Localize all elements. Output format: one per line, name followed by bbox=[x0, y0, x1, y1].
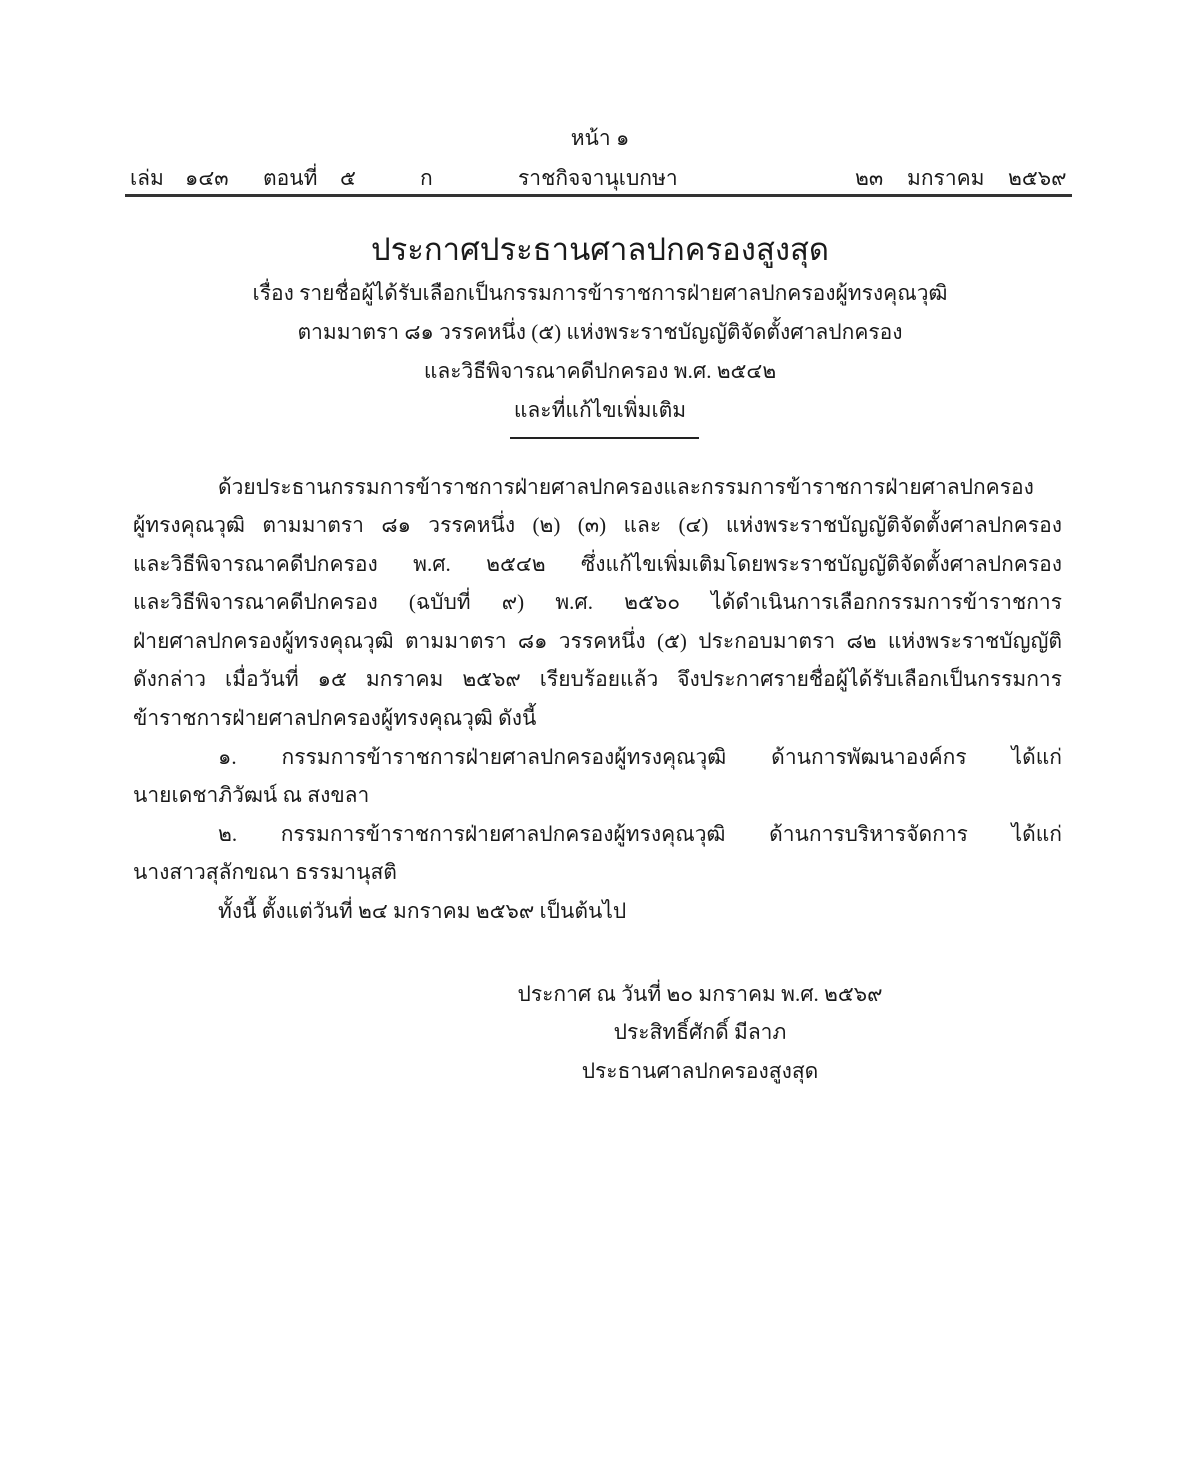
effective-date: ทั้งนี้ ตั้งแต่วันที่ ๒๔ มกราคม ๒๕๖๙ เป็นต้นไป bbox=[218, 899, 627, 923]
date-year: ๒๕๖๙ bbox=[1008, 166, 1067, 190]
subject-line: และวิธีพิจารณาคดีปกครอง พ.ศ. ๒๕๔๒ bbox=[423, 359, 777, 383]
page-number: หน้า ๑ bbox=[570, 126, 630, 150]
signatory-name: ประสิทธิ์ศักดิ์ มีลาภ bbox=[613, 1020, 787, 1044]
appointee-item-2: ๒. กรรมการข้าราชการฝ่ายศาลปกครองผู้ทรงคุณวุฒิ ด้านการบริหารจัดการ ได้แก่ bbox=[218, 822, 1062, 846]
body-line: และวิธีพิจารณาคดีปกครอง พ.ศ. ๒๕๔๒ ซึ่งแก้ไขเพิ่มเติมโดยพระราชบัญญัติจัดตั้งศาลปกครอง bbox=[133, 552, 1062, 576]
issue-label: ตอนที่ bbox=[263, 166, 318, 190]
signatory-position: ประธานศาลปกครองสูงสุด bbox=[581, 1059, 819, 1083]
body-line: ผู้ทรงคุณวุฒิ ตามมาตรา ๘๑ วรรคหนึ่ง (๒) (๓) และ (๔) แห่งพระราชบัญญัติจัดตั้งศาลปกครอง bbox=[133, 513, 1062, 537]
date-month: มกราคม bbox=[907, 166, 985, 190]
volume-label: เล่ม bbox=[130, 166, 164, 190]
body-line: ฝ่ายศาลปกครองผู้ทรงคุณวุฒิ ตามมาตรา ๘๑ วรรคหนึ่ง (๕) ประกอบมาตรา ๘๒ แห่งพระราชบัญญัติ bbox=[133, 629, 1062, 653]
body-line: ข้าราชการฝ่ายศาลปกครองผู้ทรงคุณวุฒิ ดังนี้ bbox=[133, 706, 537, 730]
subject-line: เรื่อง รายชื่อผู้ได้รับเลือกเป็นกรรมการข้าราชการฝ่ายศาลปกครองผู้ทรงคุณวุฒิ bbox=[252, 281, 948, 305]
issue-number: ๕ bbox=[340, 166, 356, 190]
header-rule bbox=[125, 194, 1072, 197]
volume-number: ๑๔๓ bbox=[185, 166, 229, 190]
document-title: ประกาศประธานศาลปกครองสูงสุด bbox=[370, 232, 830, 267]
body-line: ดังกล่าว เมื่อวันที่ ๑๕ มกราคม ๒๕๖๙ เรียบร้อยแล้ว จึงประกาศรายชื่อผู้ได้รับเลือกเป็นกรรมการ bbox=[133, 667, 1062, 691]
body-line: ด้วยประธานกรรมการข้าราชการฝ่ายศาลปกครองและกรรมการข้าราชการฝ่ายศาลปกครอง bbox=[218, 475, 1034, 499]
subject-line: และที่แก้ไขเพิ่มเติม bbox=[513, 398, 687, 422]
announcement-date: ประกาศ ณ วันที่ ๒๐ มกราคม พ.ศ. ๒๕๖๙ bbox=[517, 982, 883, 1006]
publication-name: ราชกิจจานุเบกษา bbox=[518, 166, 678, 190]
date-day: ๒๓ bbox=[855, 166, 884, 190]
appointee-name-2: นางสาวสุลักขณา ธรรมานุสติ bbox=[133, 860, 397, 884]
gazette-header bbox=[130, 162, 1070, 192]
appointee-name-1: นายเดชาภิวัฒน์ ณ สงขลา bbox=[133, 783, 370, 807]
subject-line: ตามมาตรา ๘๑ วรรคหนึ่ง (๕) แห่งพระราชบัญญัติจัดตั้งศาลปกครอง bbox=[297, 320, 903, 344]
body-line: และวิธีพิจารณาคดีปกครอง (ฉบับที่ ๙) พ.ศ. ๒๕๖๐ ได้ดำเนินการเลือกกรรมการข้าราชการ bbox=[133, 590, 1062, 614]
section-letter: ก bbox=[420, 166, 433, 190]
title-divider bbox=[510, 437, 699, 439]
appointee-item-1: ๑. กรรมการข้าราชการฝ่ายศาลปกครองผู้ทรงคุณวุฒิ ด้านการพัฒนาองค์กร ได้แก่ bbox=[218, 745, 1062, 769]
